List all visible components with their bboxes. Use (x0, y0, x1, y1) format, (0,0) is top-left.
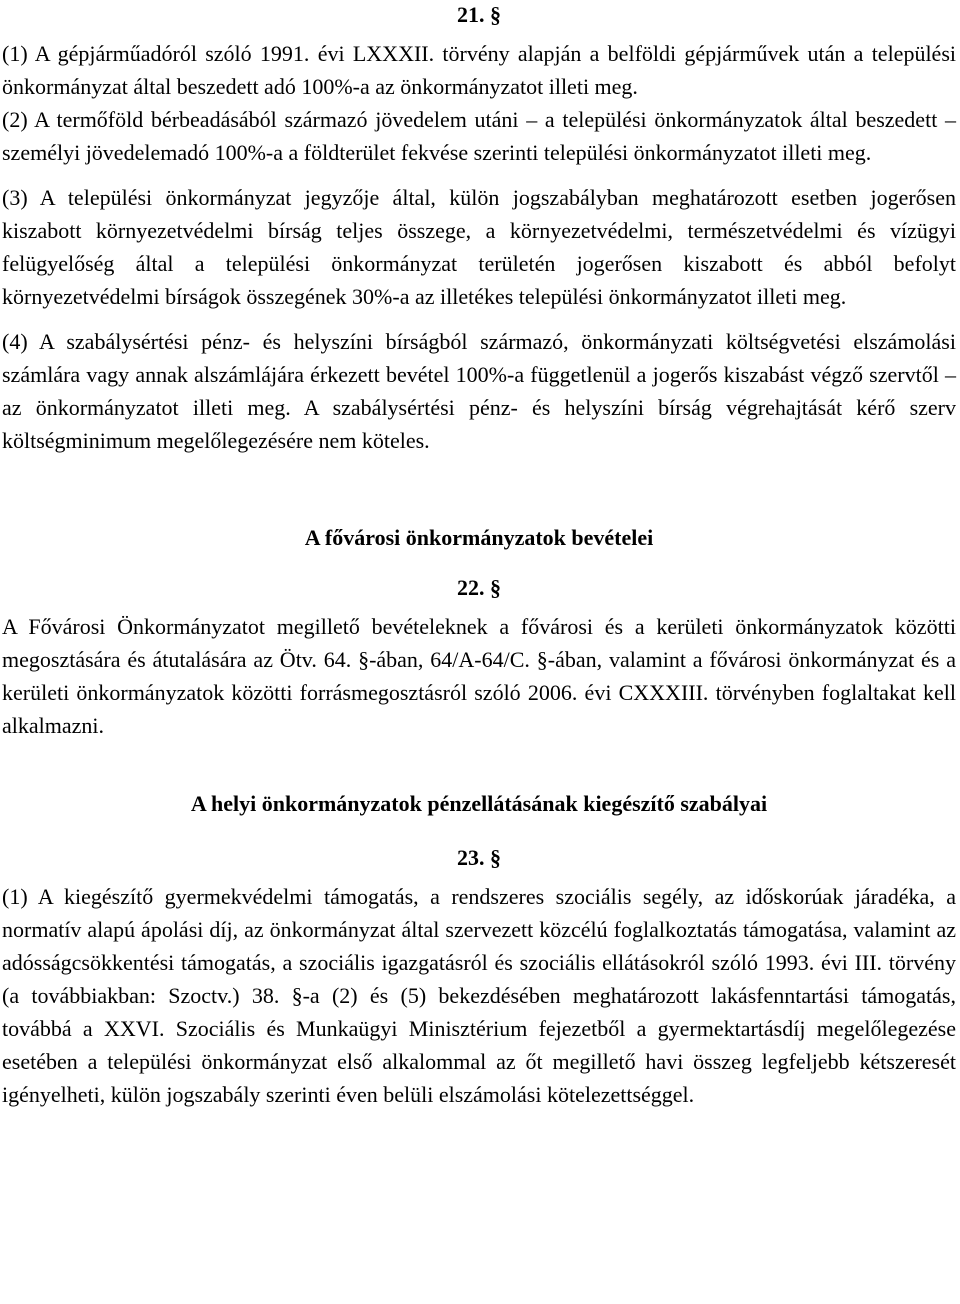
paragraph-23-1: (1) A kiegészítő gyermekvédelmi támogatás, a rendszeres szociális segély, az időskorúak járadéka, a normatív alapú ápolási díj, az önkormányzat által szervezett közcélú foglalkoztatás támogatása, valamint az adósságcsökkentési támogatás, a szociális igazgatásról és szociális ellátásokról szóló 1993. évi III. törvény (a továbbiakban: Szoctv.) 38. §-a (2) és (5) bekezdésében meghatározott lakásfenntartási támogatás, továbbá a XXVI. Szociális és Munkaügyi Minisztérium fejezetből a gyermektartásdíj megelőlegezése esetében a települési önkormányzat első alkalommal az őt megillető havi összeg legfeljebb kétszeresét igényelheti, külön jogszabály szerinti éven belüli elszámolási kötelezettséggel. (2, 884, 956, 1107)
document-page (2, 0, 956, 1111)
paragraph-21-3: (3) A települési önkormányzat jegyzője által, külön jogszabályban meghatározott esetben jogerősen kiszabott környezetvédelmi bírság teljes összege, a környezetvédelmi, természetvédelmi és vízügyi felügyelőség által a települési önkormányzat területén jogerősen kiszabott és abból befolyt környezetvédelmi bírságok összegének 30%-a az illetékes települési önkormányzatot illeti meg. (2, 185, 956, 309)
paragraph-21-1: (1) A gépjárműadóról szóló 1991. évi LXXXII. törvény alapján a belföldi gépjárművek után a települési önkormányzat által beszedett adó 100%-a az önkormányzatot illeti meg. (2, 41, 956, 99)
paragraph-21-2: (2) A termőföld bérbeadásából származó jövedelem utáni – a települési önkormányzatok által beszedett – személyi jövedelemadó 100%-a a földterület fekvése szerinti települési önkormányzatot illeti meg. (2, 107, 956, 165)
section-number-23: 23. § (457, 845, 501, 870)
section-heading-22: A fővárosi önkormányzatok bevételei (304, 525, 654, 550)
paragraph-22: A Fővárosi Önkormányzatot megillető bevételeknek a fővárosi és a kerületi önkormányzatok közötti megosztására és átutalására az Ötv. 64. §-ában, 64/A-64/C. §-ában, valamint a fővárosi önkormányzat és a kerületi önkormányzatok közötti forrásmegosztásról szóló 2006. évi CXXXIII. törvényben foglaltakat kell alkalmazni. (2, 614, 956, 738)
section-heading-23: A helyi önkormányzatok pénzellátásának kiegészítő szabályai (190, 791, 768, 816)
section-number-22: 22. § (457, 575, 501, 600)
section-number-21: 21. § (457, 2, 501, 27)
paragraph-21-4: (4) A szabálysértési pénz- és helyszíni bírságból származó, önkormányzati költségvetési elszámolási számlára vagy annak alszámlájára érkezett bevétel 100%-a függetlenül a jogerős kiszabást végző szervtől – az önkormányzatot illeti meg. A szabálysértési pénz- és helyszíni bírság végrehajtását kérő szerv költségminimum megelőlegezésére nem köteles. (2, 329, 956, 453)
